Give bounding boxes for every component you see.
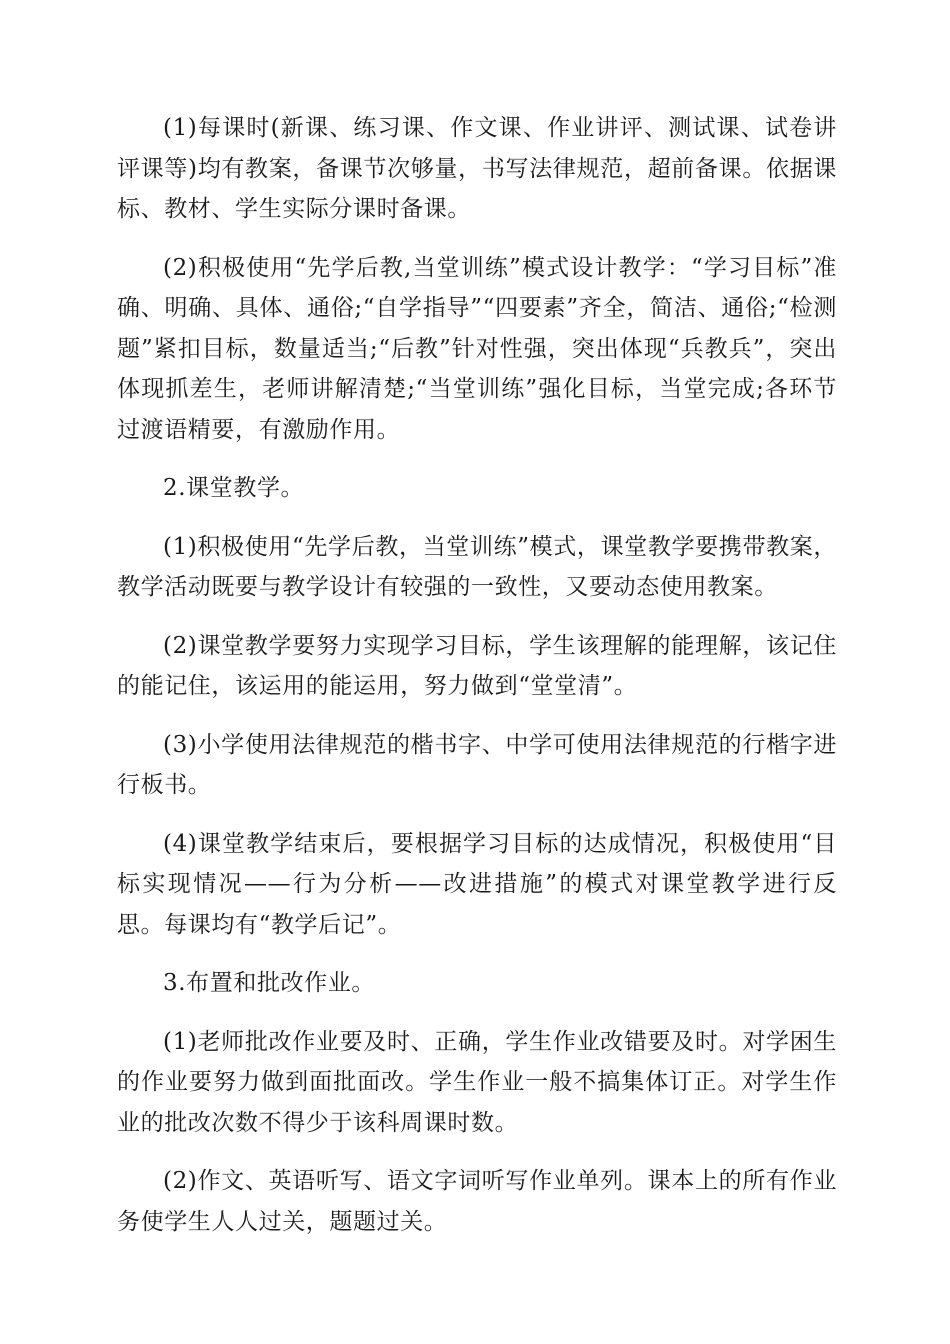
paragraph-classroom-model: (1)积极使用“先学后教，当堂训练”模式，课堂教学要携带教案，教学活动既要与教学设计有较强的一致性，又要动态使用教案。 [117,533,837,600]
paragraph-learning-goals: (2)课堂教学要努力实现学习目标，学生该理解的能理解，该记住的能记住，该运用的能运用，努力做到“堂堂清”。 [117,632,837,699]
paragraph-teaching-design-model: (2)积极使用“先学后教,当堂训练”模式设计教学：“学习目标”准确、明确、具体、通俗;“自学指导”“四要素”齐全，简洁、通俗;“检测题”紧扣目标，数量适当;“后教”针对性强，突出体现“兵教兵”，突出体现抓差生，老师讲解清楚;“当堂训练”强化目标，当堂完成;各环节过渡语精要，有激励作用。 [117,254,837,443]
paragraph-teaching-reflection: (4)课堂教学结束后，要根据学习目标的达成情况，积极使用“目标实现情况——行为分析——改进措施”的模式对课堂教学进行反思。每课均有“教学后记”。 [117,830,837,938]
paragraph-homework-correction: (1)老师批改作业要及时、正确，学生作业改错要及时。对学困生的作业要努力做到面批面改。学生作业一般不搞集体订正。对学生作业的批改次数不得少于该科周课时数。 [117,1028,837,1136]
paragraph-homework-separate: (2)作文、英语听写、语文字词听写作业单列。课本上的所有作业务使学生人人过关，题题过关。 [117,1168,837,1235]
paragraph-lesson-plan-requirements: (1)每课时(新课、练习课、作文课、作业讲评、测试课、试卷讲评课等)均有教案，备课节次够量，书写法律规范，超前备课。依据课标、教材、学生实际分课时备课。 [117,115,837,222]
paragraph-blackboard-writing: (3)小学使用法律规范的楷书字、中学可使用法律规范的行楷字进行板书。 [117,731,837,798]
document-body [117,108,837,1260]
section-heading-homework: 3.布置和批改作业。 [163,970,375,996]
section-heading-classroom-teaching: 2.课堂教学。 [163,475,305,501]
